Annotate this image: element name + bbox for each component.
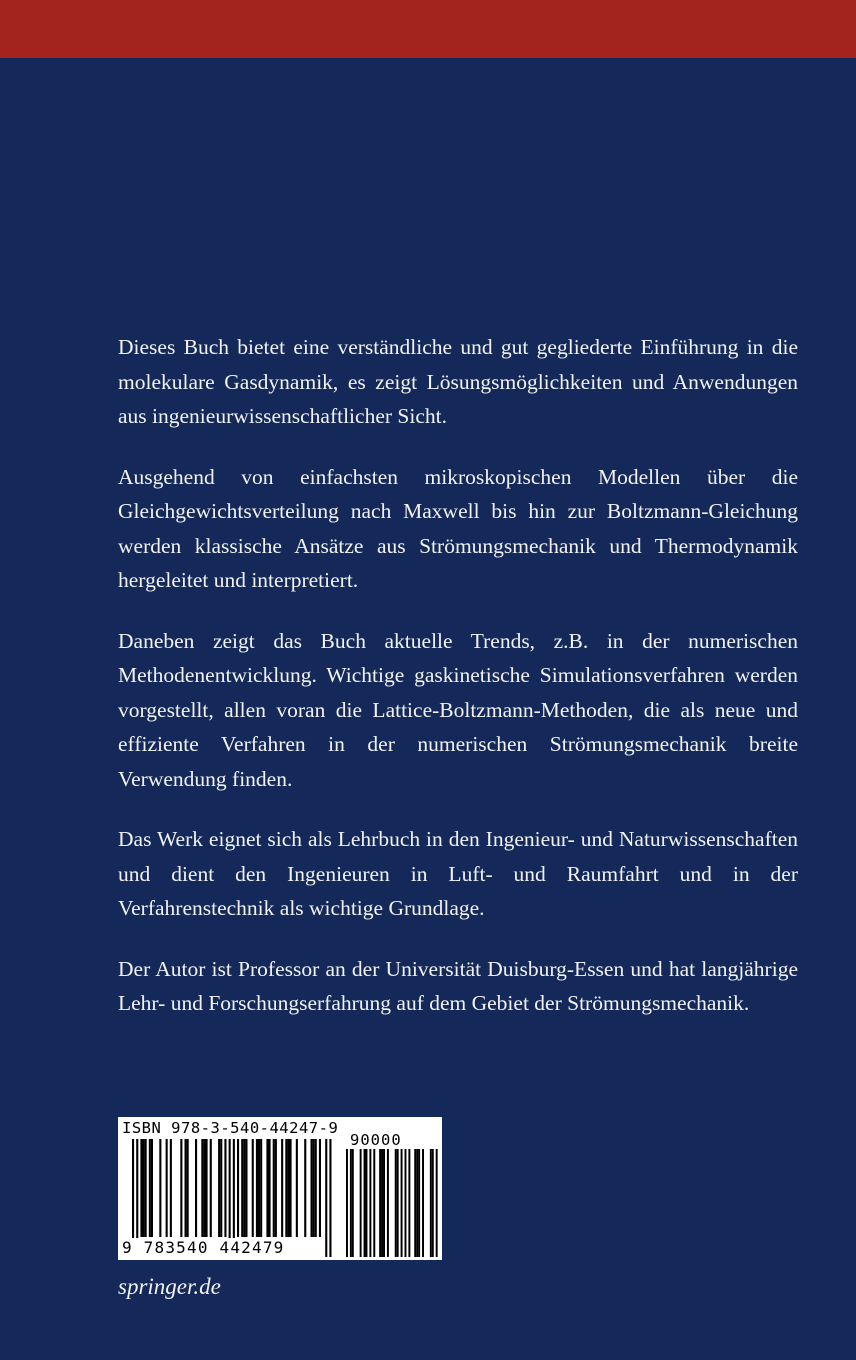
barcode-bar: [149, 1139, 151, 1237]
barcode-bar: [210, 1139, 212, 1237]
barcode-bar: [180, 1139, 182, 1237]
barcode-bar: [395, 1149, 397, 1257]
barcode-bar: [140, 1139, 142, 1237]
barcode-bar: [287, 1139, 289, 1237]
barcode-bar: [418, 1149, 420, 1257]
blurb-paragraph-4: Das Werk eignet sich als Lehrbuch in den Ingenieur- und Naturwissenschaften und dient den Ingenieuren in Luft- und Raumfahrt und in der Verfahrenstechnik als wichtige Grundlage.: [118, 827, 798, 920]
barcode-bar: [220, 1139, 222, 1237]
top-color-band: [0, 0, 856, 58]
barcode-bar: [352, 1149, 354, 1257]
barcode-bar: [252, 1139, 254, 1237]
barcode-bar: [258, 1139, 260, 1237]
barcode-digits: 9 783540 442479: [122, 1238, 285, 1257]
barcode-bar: [206, 1139, 208, 1237]
barcode-bar: [319, 1139, 321, 1237]
barcode-bar: [369, 1149, 371, 1257]
barcode-bar: [275, 1139, 277, 1237]
barcode-bar: [241, 1139, 243, 1237]
barcode-bar: [166, 1139, 168, 1237]
barcode-bar: [311, 1139, 313, 1237]
barcode-bar: [151, 1139, 153, 1237]
barcode-bar: [381, 1149, 383, 1257]
blurb-paragraph-2: Ausgehend von einfachsten mikroskopischen Modellen über die Gleichgewichtsverteilung nach Maxwell bis hin zur Boltzmann-Gleichung werden klassische Ansätze aus Strömungsmechanik und Thermodynamik hergeleitet und interpretiert.: [118, 464, 798, 592]
barcode-bar: [360, 1149, 362, 1257]
barcode-bar: [245, 1139, 247, 1237]
barcode-bar: [304, 1139, 306, 1237]
barcode-bar: [185, 1139, 187, 1237]
barcode-bar: [436, 1149, 438, 1257]
barcode-bar: [296, 1139, 298, 1237]
barcode-bar: [416, 1149, 418, 1257]
blurb-paragraph-1: Dieses Buch bietet eine verständliche und gut gegliederte Einführung in die molekulare Gasdynamik, es zeigt Lösungsmöglichkeiten und Anwendungen aus ingenieurwissenschaftlicher Sicht.: [118, 335, 798, 428]
barcode-bar: [145, 1139, 147, 1237]
barcode-bar: [329, 1139, 331, 1257]
addon-label: 90000: [350, 1131, 402, 1149]
barcode-bar: [383, 1149, 385, 1257]
barcode-bar: [373, 1149, 375, 1257]
barcode-bar: [260, 1139, 262, 1237]
barcode-bar: [432, 1149, 434, 1257]
barcode-bar: [414, 1149, 416, 1257]
blurb-paragraph-3: Daneben zeigt das Buch aktuelle Trends, z.B. in der numerischen Methodenentwicklung. Wichtige gaskinetische Simulationsverfahren werden vorgestellt, allen voran die Lattice-Boltzmann-Methoden, die als neue und effiziente Verfahren in der numerischen Strömungsmechanik breite Verwendung finden.: [118, 628, 798, 791]
barcode-bar: [159, 1139, 161, 1237]
barcode-bar: [224, 1139, 226, 1237]
barcode-bar: [237, 1139, 239, 1237]
barcode-bar: [243, 1139, 245, 1237]
barcode-bar: [397, 1149, 399, 1257]
barcode-bar: [201, 1139, 203, 1237]
isbn-barcode: [118, 1117, 442, 1260]
barcode-bar: [203, 1139, 205, 1237]
barcode-bar: [313, 1139, 315, 1237]
barcode-bar: [187, 1139, 189, 1237]
back-cover-blurb: [118, 330, 798, 1047]
barcode-bar: [273, 1139, 275, 1237]
barcode-bar: [422, 1149, 424, 1257]
blurb-paragraph-5: Der Autor ist Professor an der Universität Duisburg-Essen und hat langjährige Lehr- und Forschungserfahrung auf dem Gebiet der Strömungsmechanik.: [118, 956, 798, 1015]
barcode-bar: [195, 1139, 197, 1237]
barcode-bar: [269, 1139, 271, 1237]
addon-bars: [346, 1149, 438, 1257]
isbn-label: ISBN 978-3-540-44247-9: [122, 1119, 339, 1137]
barcode-bar: [350, 1149, 352, 1257]
barcode-bar: [218, 1139, 220, 1237]
barcode-bar: [346, 1149, 348, 1257]
barcode-bar: [379, 1149, 381, 1257]
barcode-bar: [401, 1149, 403, 1257]
barcode-bar: [366, 1149, 368, 1257]
barcode-bar: [285, 1139, 287, 1237]
publisher-url: springer.de: [118, 1274, 221, 1299]
barcode-bar: [405, 1149, 407, 1257]
barcode-bar: [408, 1149, 410, 1257]
barcode-bar: [430, 1149, 432, 1257]
barcode-bar: [256, 1139, 258, 1237]
barcode-bar: [143, 1139, 145, 1237]
barcode-bar: [170, 1139, 172, 1237]
barcode-bar: [281, 1139, 283, 1237]
barcode-bar: [266, 1139, 268, 1237]
barcode-bar: [315, 1139, 317, 1237]
barcode-bar: [290, 1139, 292, 1237]
barcode-bar: [364, 1149, 366, 1257]
barcode-bar: [325, 1139, 327, 1257]
barcode-bar: [387, 1149, 389, 1257]
